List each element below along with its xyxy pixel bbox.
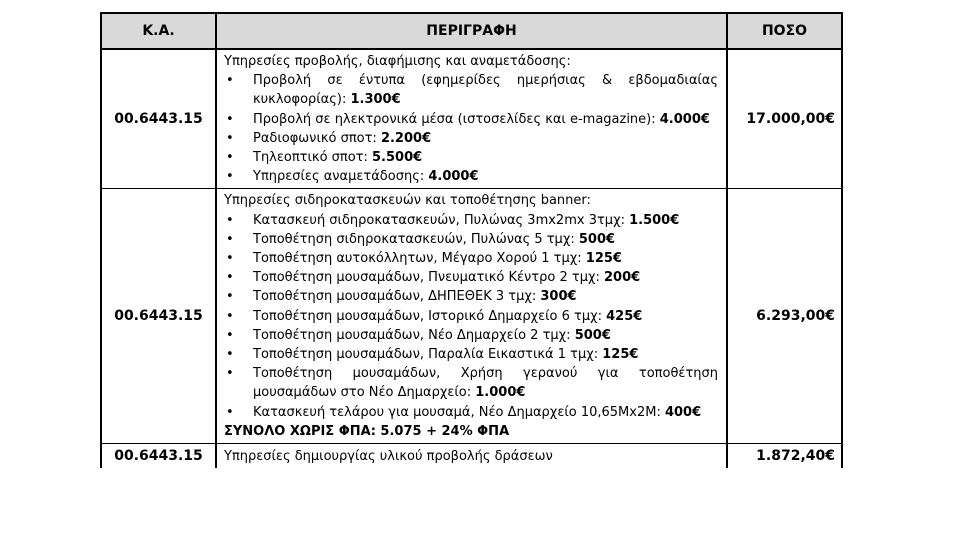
row-amount: 1.872,40€ [727,444,842,469]
row-amount: 17.000,00€ [727,49,842,189]
list-item [224,326,718,345]
row-total: ΣΥΝΟΛΟ ΧΩΡΙΣ ΦΠΑ: 5.075 + 24% ΦΠΑ [224,423,510,439]
list-item [224,211,718,230]
row-intro: Υπηρεσίες δημιουργίας υλικού προβολής δράσεων [224,449,553,465]
header-amount: ΠΟΣΟ [727,13,842,49]
list-item [224,110,718,129]
list-item [224,249,718,268]
item-amount: 500€ [574,327,611,343]
item-amount: 125€ [585,251,622,267]
item-text: Κατασκευή τελάρου για μουσαμά, Νέο Δημαρχείο 10,65Μx2Μ: [253,404,665,420]
item-amount: 425€ [606,308,643,324]
item-text: Κατασκευή σιδηροκατασκευών, Πυλώνας 3mx2mx 3τμχ: [253,212,630,228]
row-code: 00.6443.15 [101,189,216,444]
list-item [224,403,718,422]
item-amount: 500€ [578,231,616,247]
list-item [224,71,718,109]
item-amount: 125€ [602,347,639,363]
item-text: Τοποθέτηση μουσαμάδων, Παραλία Εικαστικά 1 τμχ: [253,347,603,363]
item-text: Προβολή σε έντυπα (εφημερίδες ημερήσιας & εβδομαδιαίας κυκλοφορίας): [253,73,718,108]
row-description [216,189,727,444]
item-text: Τοποθέτηση μουσαμάδων, ΔΗΠΕΘΕΚ 3 τμχ: [253,289,541,305]
item-text: Τοποθέτηση αυτοκόλλητων, Μέγαρο Χορού 1 τμχ: [253,251,586,267]
row-description [216,444,727,469]
item-amount: 2.200€ [380,130,432,146]
item-text: Υπηρεσίες αναμετάδοσης: [253,169,429,185]
list-item [224,364,718,402]
list-item [224,268,718,287]
table-row [101,49,842,189]
item-text: Ραδιοφωνικό σποτ: [253,130,381,146]
item-text: Τηλεοπτικό σποτ: [253,150,373,166]
item-amount: 1.000€ [475,385,526,401]
row-amount: 6.293,00€ [727,189,842,444]
item-amount: 4.000€ [659,111,710,127]
item-text: Τοποθέτηση μουσαμάδων, Χρήση γερανού για τοποθέτηση μουσαμάδων στο Νέο Δημαρχείο: [253,366,718,401]
item-amount: 200€ [604,270,641,286]
row-intro: Υπηρεσίες προβολής, διαφήμισης και αναμετάδοσης: [224,54,571,69]
item-text: Τοποθέτηση μουσαμάδων, Πνευματικό Κέντρο 2 τμχ: [253,270,604,286]
item-text: Τοποθέτηση μουσαμάδων, Ιστορικό Δημαρχείο 6 τμχ: [253,308,607,324]
item-text: Τοποθέτηση σιδηροκατασκευών, Πυλώνας 5 τμχ: [253,231,579,247]
item-text: Προβολή σε ηλεκτρονικά μέσα (ιστοσελίδες και e-magazine): [253,111,660,127]
list-item [224,230,718,249]
item-amount: 5.500€ [372,150,423,166]
item-amount: 1.500€ [629,212,680,228]
item-amount: 400€ [664,404,702,420]
item-text: Τοποθέτηση μουσαμάδων, Νέο Δημαρχείο 2 τμχ: [253,327,575,343]
list-item [224,148,718,167]
table-row [101,444,842,469]
header-code: Κ.Α. [101,13,216,49]
budget-table [100,12,843,468]
list-item [224,287,718,306]
list-item [224,167,718,186]
item-list [224,211,718,422]
item-list [224,71,718,186]
item-amount: 1.300€ [350,92,401,108]
list-item [224,129,718,148]
row-description [216,49,727,189]
item-amount: 4.000€ [428,169,479,185]
row-intro: Υπηρεσίες σιδηροκατασκευών και τοποθέτησης banner: [224,193,591,209]
table-row [101,189,842,444]
list-item [224,345,718,364]
row-code: 00.6443.15 [101,49,216,189]
item-amount: 300€ [540,289,577,305]
header-description: ΠΕΡΙΓΡΑΦΗ [216,13,727,49]
row-code: 00.6443.15 [101,444,216,469]
table-header-row [101,13,842,49]
list-item [224,307,718,326]
